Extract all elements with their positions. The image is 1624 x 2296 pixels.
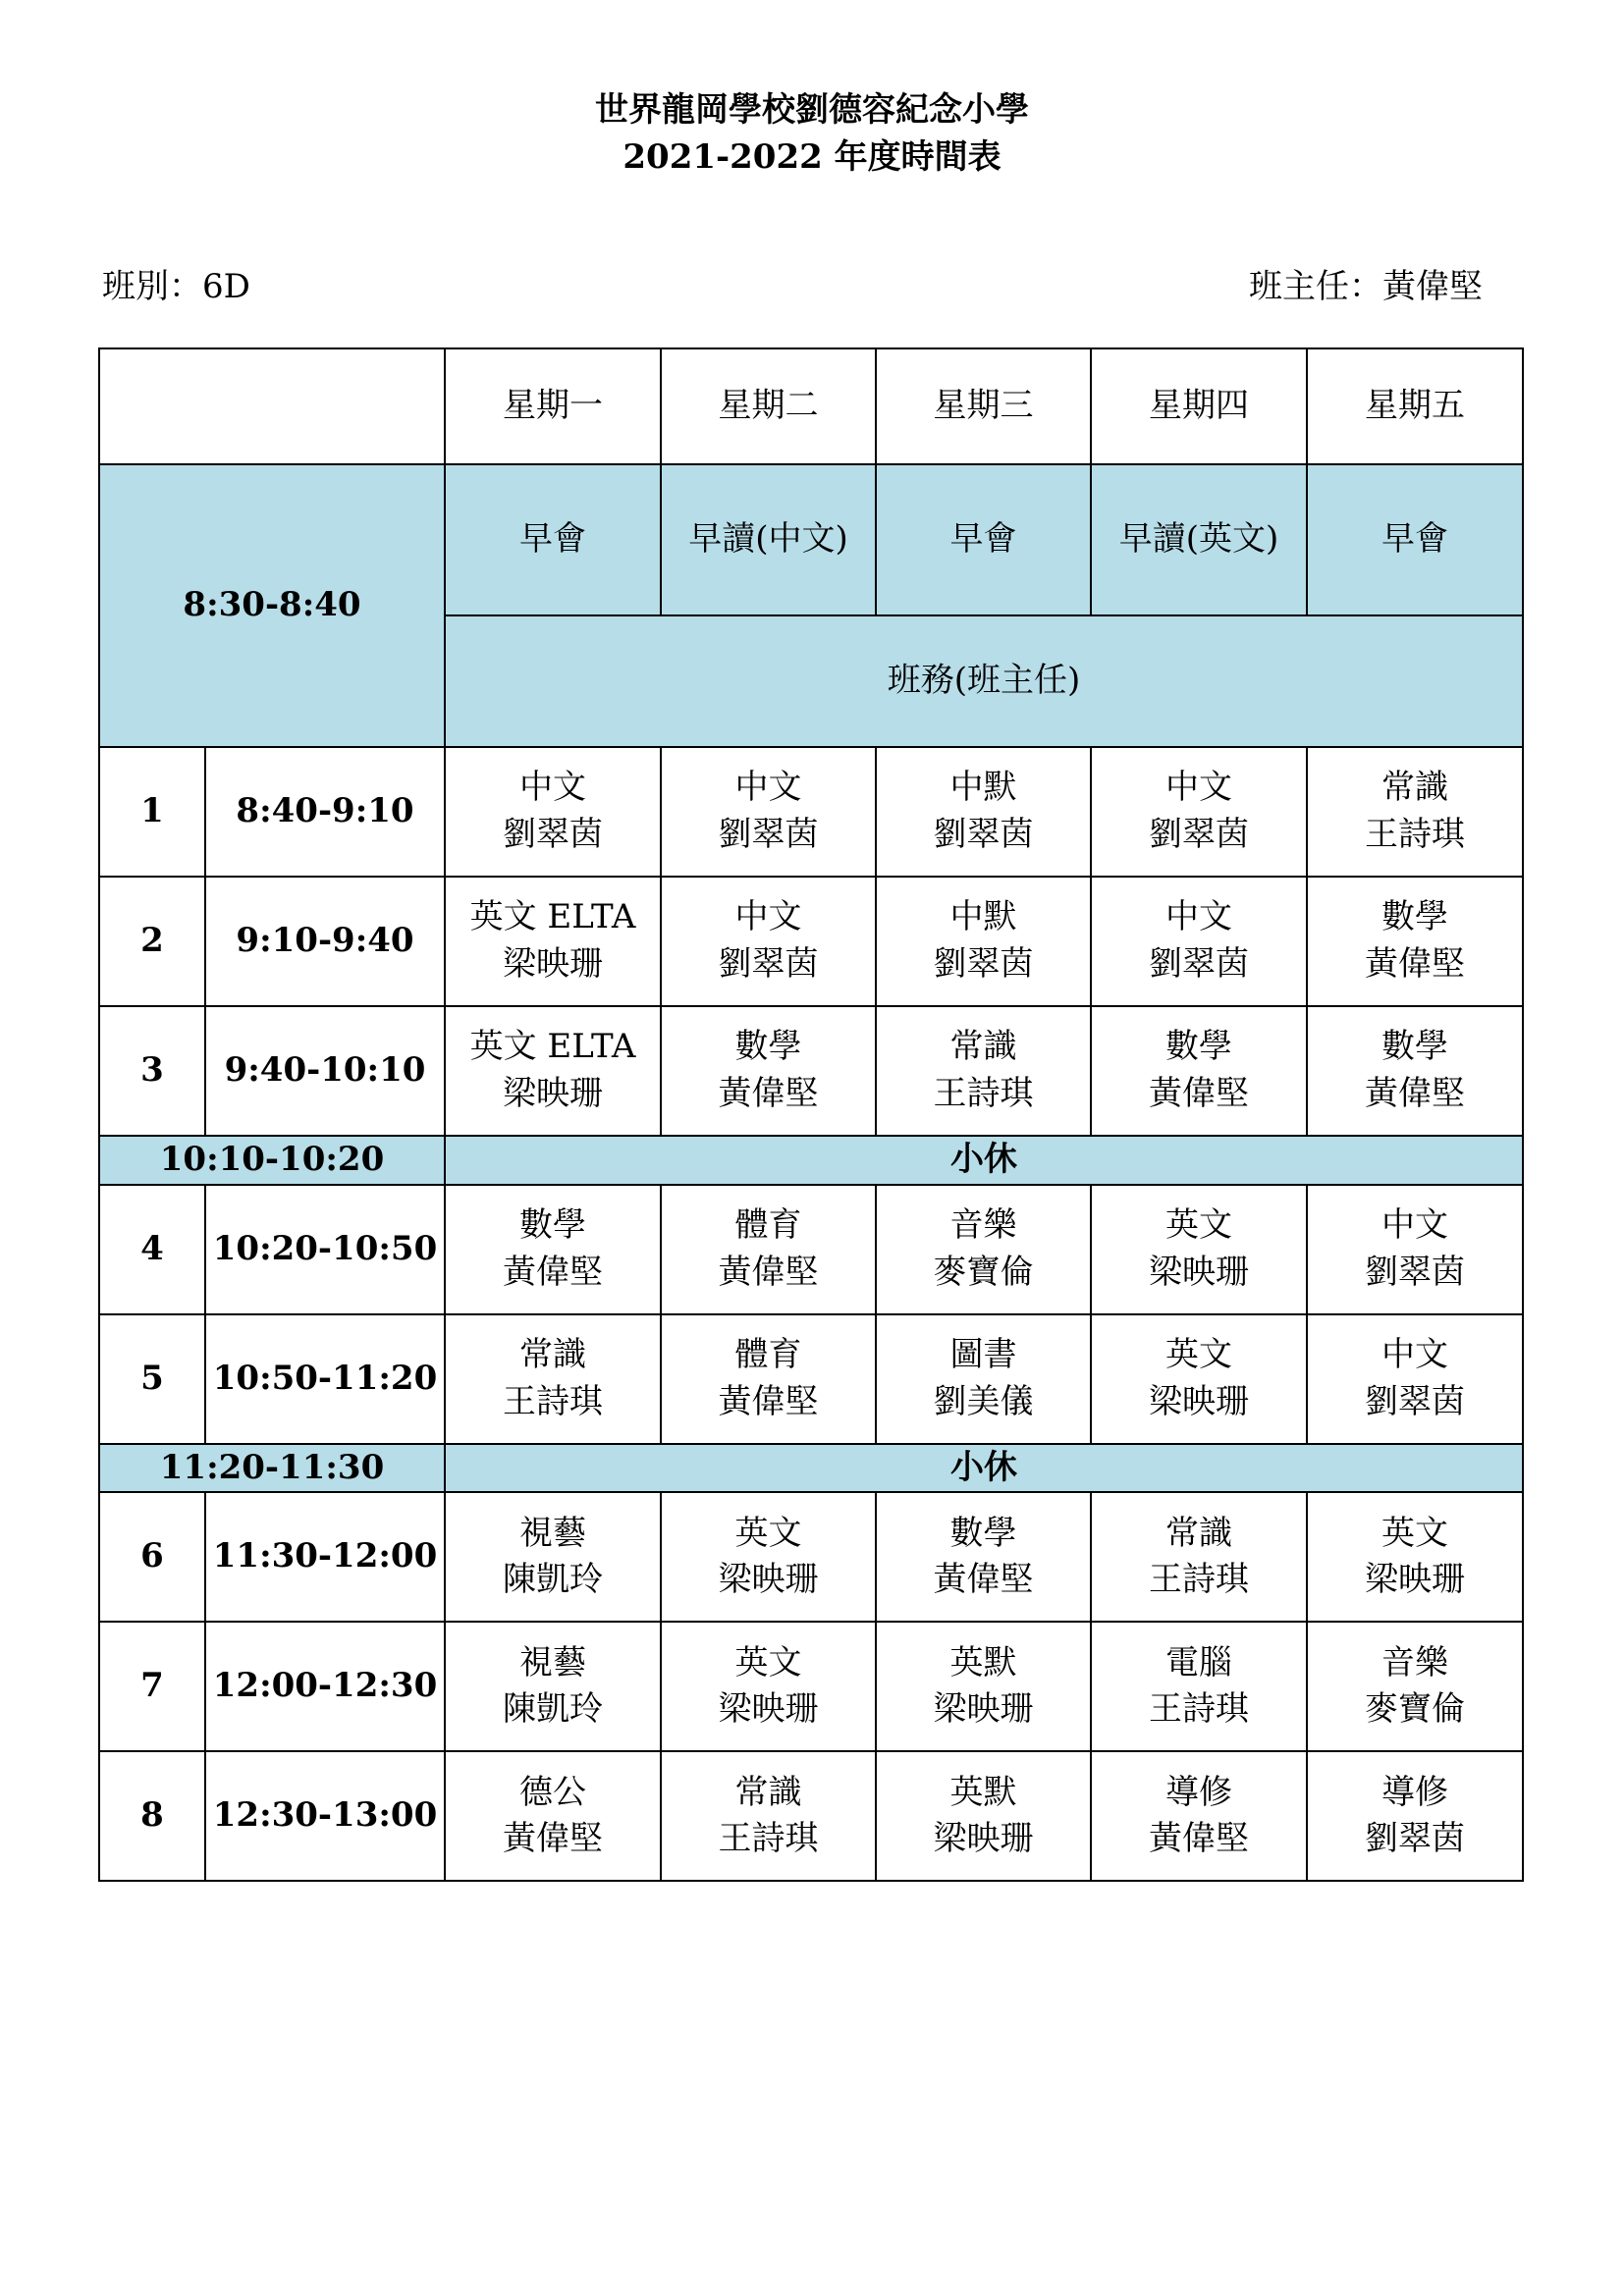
period-row — [99, 1751, 1523, 1881]
lesson-cell — [1091, 877, 1307, 1006]
teacher: 黃偉堅 — [933, 1560, 1034, 1600]
lesson-cell — [876, 1006, 1091, 1136]
lesson-cell — [445, 877, 661, 1006]
day-header: 星期五 — [1307, 348, 1523, 464]
subject: 中文 — [1165, 768, 1232, 808]
timetable — [98, 347, 1524, 1882]
lesson-cell — [445, 1622, 661, 1751]
teacher: 劉翠茵 — [1149, 944, 1249, 984]
day-header: 星期四 — [1091, 348, 1307, 464]
subject: 英文 — [734, 1513, 802, 1553]
subject: 數學 — [1381, 897, 1448, 937]
lesson-cell — [876, 1622, 1091, 1751]
teacher: 王詩琪 — [718, 1819, 819, 1859]
teacher: 黃偉堅 — [1365, 1074, 1465, 1113]
class-label: 班別：6D — [102, 267, 250, 306]
period-time: 12:30-13:00 — [205, 1751, 445, 1881]
subject: 數學 — [1165, 1027, 1232, 1067]
teacher: 黃偉堅 — [1149, 1074, 1249, 1113]
subject: 數學 — [1381, 1027, 1448, 1067]
period-time: 10:20-10:50 — [205, 1185, 445, 1314]
subject: 英文 ELTA — [469, 897, 636, 937]
break-row — [99, 1444, 1523, 1493]
period-number: 2 — [99, 877, 205, 1006]
lesson-cell — [876, 877, 1091, 1006]
period-number: 5 — [99, 1314, 205, 1444]
period-number: 3 — [99, 1006, 205, 1136]
lesson-cell — [661, 1492, 876, 1622]
morning-activity: 早會 — [876, 464, 1091, 615]
subject: 英文 — [1381, 1513, 1448, 1553]
lesson-cell — [445, 1492, 661, 1622]
teacher: 麥寶倫 — [1365, 1689, 1465, 1730]
lesson-cell — [876, 1185, 1091, 1314]
lesson-cell — [1307, 1751, 1523, 1881]
teacher: 黃偉堅 — [718, 1252, 819, 1292]
teacher: 劉美儀 — [933, 1381, 1034, 1421]
teacher: 黃偉堅 — [718, 1074, 819, 1113]
subject: 常識 — [949, 1027, 1017, 1067]
period-time: 8:40-9:10 — [205, 747, 445, 877]
teacher: 劉翠茵 — [1149, 815, 1249, 854]
teacher: 劉翠茵 — [718, 944, 819, 984]
lesson-cell — [445, 1314, 661, 1444]
lesson-cell — [445, 1006, 661, 1136]
period-row — [99, 1185, 1523, 1314]
subject: 中默 — [949, 897, 1017, 937]
subject: 常識 — [1165, 1513, 1232, 1553]
subject: 英文 ELTA — [469, 1027, 636, 1067]
teacher: 梁映珊 — [718, 1689, 819, 1730]
lesson-cell — [1307, 1006, 1523, 1136]
class-teacher-label: 班主任：黃偉堅 — [1249, 267, 1483, 306]
lesson-cell — [661, 1751, 876, 1881]
subject: 英文 — [1165, 1205, 1232, 1245]
subject: 體育 — [734, 1335, 802, 1374]
lesson-cell — [445, 1185, 661, 1314]
period-number: 7 — [99, 1622, 205, 1751]
day-header: 星期一 — [445, 348, 661, 464]
teacher: 劉翠茵 — [1365, 1252, 1465, 1292]
teacher: 梁映珊 — [503, 944, 603, 984]
teacher: 梁映珊 — [503, 1074, 603, 1113]
lesson-cell — [1091, 1751, 1307, 1881]
timetable-title: 2021-2022 年度時間表 — [623, 137, 1001, 177]
day-header: 星期三 — [876, 348, 1091, 464]
class-affairs: 班務(班主任) — [445, 615, 1523, 747]
teacher: 陳凱玲 — [503, 1560, 603, 1600]
subject: 英文 — [1165, 1335, 1232, 1374]
subject: 圖書 — [949, 1335, 1017, 1374]
period-time: 9:10-9:40 — [205, 877, 445, 1006]
teacher: 劉翠茵 — [933, 944, 1034, 984]
period-number: 1 — [99, 747, 205, 877]
subject: 體育 — [734, 1205, 802, 1245]
subject: 數學 — [519, 1205, 586, 1245]
teacher: 梁映珊 — [1149, 1381, 1249, 1421]
lesson-cell — [1091, 1314, 1307, 1444]
lesson-cell — [1091, 1185, 1307, 1314]
lesson-cell — [661, 877, 876, 1006]
period-time: 9:40-10:10 — [205, 1006, 445, 1136]
period-row — [99, 1006, 1523, 1136]
break-label: 小休 — [445, 1444, 1523, 1493]
lesson-cell — [1091, 1622, 1307, 1751]
school-name: 世界龍岡學校劉德容紀念小學 — [595, 90, 1029, 130]
teacher: 黃偉堅 — [718, 1381, 819, 1421]
subject: 常識 — [519, 1335, 586, 1374]
teacher: 麥寶倫 — [933, 1252, 1034, 1292]
subject: 中文 — [1381, 1205, 1448, 1245]
teacher: 王詩琪 — [1149, 1560, 1249, 1600]
subject: 中文 — [734, 897, 802, 937]
subject: 視藝 — [519, 1513, 586, 1553]
teacher: 梁映珊 — [933, 1689, 1034, 1730]
morning-activity: 早讀(英文) — [1091, 464, 1307, 615]
subject: 德公 — [519, 1772, 586, 1812]
teacher: 王詩琪 — [1149, 1689, 1249, 1730]
subject: 視藝 — [519, 1642, 586, 1682]
day-header: 星期二 — [661, 348, 876, 464]
lesson-cell — [876, 747, 1091, 877]
teacher: 王詩琪 — [503, 1381, 603, 1421]
subject: 中文 — [519, 768, 586, 808]
header-row — [99, 348, 1523, 464]
subject: 導修 — [1165, 1772, 1232, 1812]
teacher: 黃偉堅 — [503, 1252, 603, 1292]
lesson-cell — [661, 747, 876, 877]
subject: 音樂 — [1381, 1642, 1448, 1682]
lesson-cell — [445, 1751, 661, 1881]
subject: 中文 — [1381, 1335, 1448, 1374]
lesson-cell — [661, 1006, 876, 1136]
teacher: 劉翠茵 — [1365, 1819, 1465, 1859]
morning-activity: 早會 — [445, 464, 661, 615]
teacher: 梁映珊 — [933, 1819, 1034, 1859]
morning-activity: 早會 — [1307, 464, 1523, 615]
teacher: 劉翠茵 — [503, 815, 603, 854]
subject: 中文 — [734, 768, 802, 808]
break-label: 小休 — [445, 1136, 1523, 1185]
period-number: 8 — [99, 1751, 205, 1881]
period-row — [99, 747, 1523, 877]
teacher: 劉翠茵 — [718, 815, 819, 854]
subject: 英默 — [949, 1772, 1017, 1812]
lesson-cell — [1091, 1006, 1307, 1136]
lesson-cell — [1307, 1492, 1523, 1622]
subject: 音樂 — [949, 1205, 1017, 1245]
teacher: 陳凱玲 — [503, 1689, 603, 1730]
period-row — [99, 1492, 1523, 1622]
morning-time: 8:30-8:40 — [99, 464, 445, 747]
subject: 英默 — [949, 1642, 1017, 1682]
subject: 常識 — [734, 1772, 802, 1812]
period-row — [99, 877, 1523, 1006]
lesson-cell — [876, 1492, 1091, 1622]
teacher: 劉翠茵 — [1365, 1381, 1465, 1421]
teacher: 黃偉堅 — [1149, 1819, 1249, 1859]
teacher: 梁映珊 — [718, 1560, 819, 1600]
teacher: 梁映珊 — [1149, 1252, 1249, 1292]
lesson-cell — [876, 1314, 1091, 1444]
break-row — [99, 1136, 1523, 1185]
teacher: 劉翠茵 — [933, 815, 1034, 854]
subject: 中默 — [949, 768, 1017, 808]
teacher: 王詩琪 — [933, 1074, 1034, 1113]
period-number: 4 — [99, 1185, 205, 1314]
period-row — [99, 1622, 1523, 1751]
lesson-cell — [1091, 1492, 1307, 1622]
period-time: 12:00-12:30 — [205, 1622, 445, 1751]
period-row — [99, 1314, 1523, 1444]
subject: 數學 — [949, 1513, 1017, 1553]
lesson-cell — [661, 1622, 876, 1751]
morning-row — [99, 464, 1523, 615]
teacher: 黃偉堅 — [1365, 944, 1465, 984]
corner-cell — [99, 348, 445, 464]
subject: 電腦 — [1165, 1642, 1232, 1682]
lesson-cell — [1307, 877, 1523, 1006]
break-time: 10:10-10:20 — [99, 1136, 445, 1185]
morning-activity: 早讀(中文) — [661, 464, 876, 615]
period-time: 11:30-12:00 — [205, 1492, 445, 1622]
lesson-cell — [661, 1314, 876, 1444]
subject: 中文 — [1165, 897, 1232, 937]
teacher: 黃偉堅 — [503, 1819, 603, 1859]
subject: 英文 — [734, 1642, 802, 1682]
lesson-cell — [1307, 1185, 1523, 1314]
lesson-cell — [1307, 747, 1523, 877]
period-number: 6 — [99, 1492, 205, 1622]
break-time: 11:20-11:30 — [99, 1444, 445, 1493]
lesson-cell — [1091, 747, 1307, 877]
teacher: 梁映珊 — [1365, 1560, 1465, 1600]
lesson-cell — [1307, 1622, 1523, 1751]
lesson-cell — [1307, 1314, 1523, 1444]
teacher: 王詩琪 — [1365, 815, 1465, 854]
period-time: 10:50-11:20 — [205, 1314, 445, 1444]
subject: 導修 — [1381, 1772, 1448, 1812]
lesson-cell — [445, 747, 661, 877]
lesson-cell — [661, 1185, 876, 1314]
subject: 數學 — [734, 1027, 802, 1067]
subject: 常識 — [1381, 768, 1448, 808]
lesson-cell — [876, 1751, 1091, 1881]
